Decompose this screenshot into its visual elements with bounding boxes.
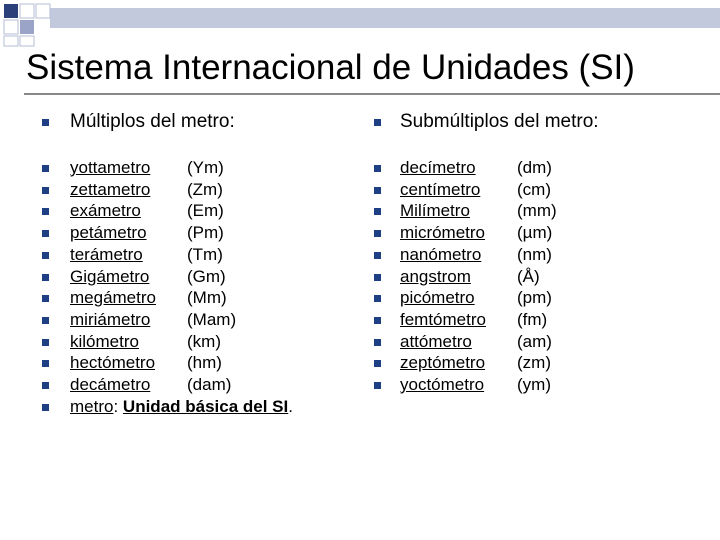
submultiple-unit-symbol: (pm) [517,288,552,308]
multiple-unit-link[interactable]: Gigámetro [70,266,150,286]
bullet-icon [42,317,49,324]
bullet-icon [374,252,381,259]
multiple-item [70,309,270,331]
submultiple-item [400,374,600,396]
bullet-icon [42,274,49,281]
multiple-item [70,179,270,201]
submultiple-unit-symbol: (cm) [517,179,551,199]
title-divider [24,93,720,95]
multiple-unit-symbol: (Zm) [187,179,223,199]
multiple-unit-symbol: (Mm) [187,288,227,308]
bullet-icon [374,230,381,237]
submultiple-unit-link[interactable]: zeptómetro [400,353,486,373]
bullet-icon [374,382,381,389]
submultiple-unit-symbol: (Å) [517,266,540,286]
multiple-item [70,200,270,222]
submultiple-unit-symbol: (dm) [517,158,552,177]
bullet-icon [374,119,381,126]
multiples-heading: Múltiplos del metro: [70,111,235,132]
deco-square [20,36,34,46]
submultiple-unit-symbol: (µm) [517,223,553,243]
deco-square [20,20,34,34]
slide-title: Sistema Internacional de Unidades (SI) [26,48,635,87]
submultiple-unit-symbol: (fm) [517,309,548,329]
bullet-icon [42,360,49,367]
submultiple-unit-symbol: (zm) [517,353,551,373]
submultiple-unit-link[interactable]: femtómetro [400,309,486,329]
submultiple-unit-link[interactable]: yoctómetro [400,375,485,394]
bullet-icon [42,230,49,237]
bullet-icon [374,295,381,302]
multiple-unit-symbol: (hm) [187,353,222,373]
bullet-icon [42,252,49,259]
multiple-unit-symbol: (Ym) [187,158,224,177]
multiple-unit-symbol: (km) [187,331,221,351]
submultiple-item [400,309,600,331]
submultiple-item [400,331,600,353]
multiple-unit-link[interactable]: megámetro [70,288,156,308]
submultiple-unit-link[interactable]: micrómetro [400,223,486,243]
multiple-unit-link[interactable]: petámetro [70,223,147,243]
decorative-header [0,0,720,48]
base-unit-separator: : [113,397,123,416]
multiple-unit-link[interactable]: hectómetro [70,353,156,373]
multiple-item [70,244,270,266]
submultiple-unit-link[interactable]: attómetro [400,331,472,351]
submultiples-heading: Submúltiplos del metro: [400,111,599,132]
deco-square [36,4,50,18]
bullet-icon [374,187,381,194]
bullet-icon [374,274,381,281]
multiple-unit-symbol: (Gm) [187,266,226,286]
bullet-icon [374,317,381,324]
bullet-icon [42,208,49,215]
bullet-icon [374,360,381,367]
bullet-icon [42,404,49,411]
submultiple-unit-symbol: (am) [517,331,552,351]
submultiple-unit-link[interactable]: picómetro [400,288,475,308]
base-unit-description[interactable]: Unidad básica del SI [122,397,289,416]
bullet-icon [42,339,49,346]
bullet-icon [42,295,49,302]
multiple-item [70,331,270,353]
submultiple-item [400,287,600,309]
bullet-icon [374,165,381,172]
multiple-item [70,352,270,374]
submultiple-item [400,200,600,222]
bullet-icon [42,165,49,172]
submultiple-item [400,266,600,288]
bullet-icon [42,119,49,126]
submultiple-unit-link[interactable]: nanómetro [400,244,482,264]
multiple-unit-link[interactable]: exámetro [70,201,141,221]
base-unit-name[interactable]: metro [70,397,114,416]
multiple-unit-link[interactable]: terámetro [70,244,143,264]
multiple-item [70,374,270,396]
deco-square [4,20,18,34]
multiple-item [70,157,270,179]
multiple-unit-symbol: (Mam) [187,309,237,329]
multiple-unit-symbol: (Pm) [187,223,224,243]
submultiple-unit-symbol: (ym) [517,375,551,394]
submultiple-unit-symbol: (nm) [517,244,552,264]
submultiple-unit-link[interactable]: angstrom [400,266,471,286]
submultiple-item [400,352,600,374]
bullet-icon [42,187,49,194]
bullet-icon [374,208,381,215]
deco-square [4,36,18,46]
submultiple-unit-link[interactable]: centímetro [400,179,481,199]
multiple-unit-link[interactable]: yottametro [70,158,151,177]
header-band [50,8,720,28]
base-unit-line [70,396,293,418]
submultiple-unit-link[interactable]: Milímetro [400,201,470,221]
submultiple-unit-link[interactable]: decímetro [400,158,476,177]
multiple-unit-symbol: (Em) [187,201,224,221]
bullet-icon [374,339,381,346]
bullet-icon [42,382,49,389]
multiple-unit-link[interactable]: miriámetro [70,309,151,329]
multiple-item [70,287,270,309]
deco-square [4,4,18,18]
multiple-item [70,266,270,288]
multiple-unit-symbol: (Tm) [187,244,223,264]
submultiple-item [400,157,600,179]
multiple-item [70,222,270,244]
submultiple-unit-symbol: (mm) [517,201,557,221]
multiple-unit-link[interactable]: zettametro [70,179,151,199]
base-unit-end: . [288,397,293,416]
multiple-unit-symbol: (dam) [187,375,232,394]
submultiple-item [400,244,600,266]
multiple-unit-link[interactable]: decámetro [70,375,151,394]
submultiple-item [400,179,600,201]
deco-square [20,4,34,18]
submultiple-item [400,222,600,244]
multiple-unit-link[interactable]: kilómetro [70,331,139,351]
